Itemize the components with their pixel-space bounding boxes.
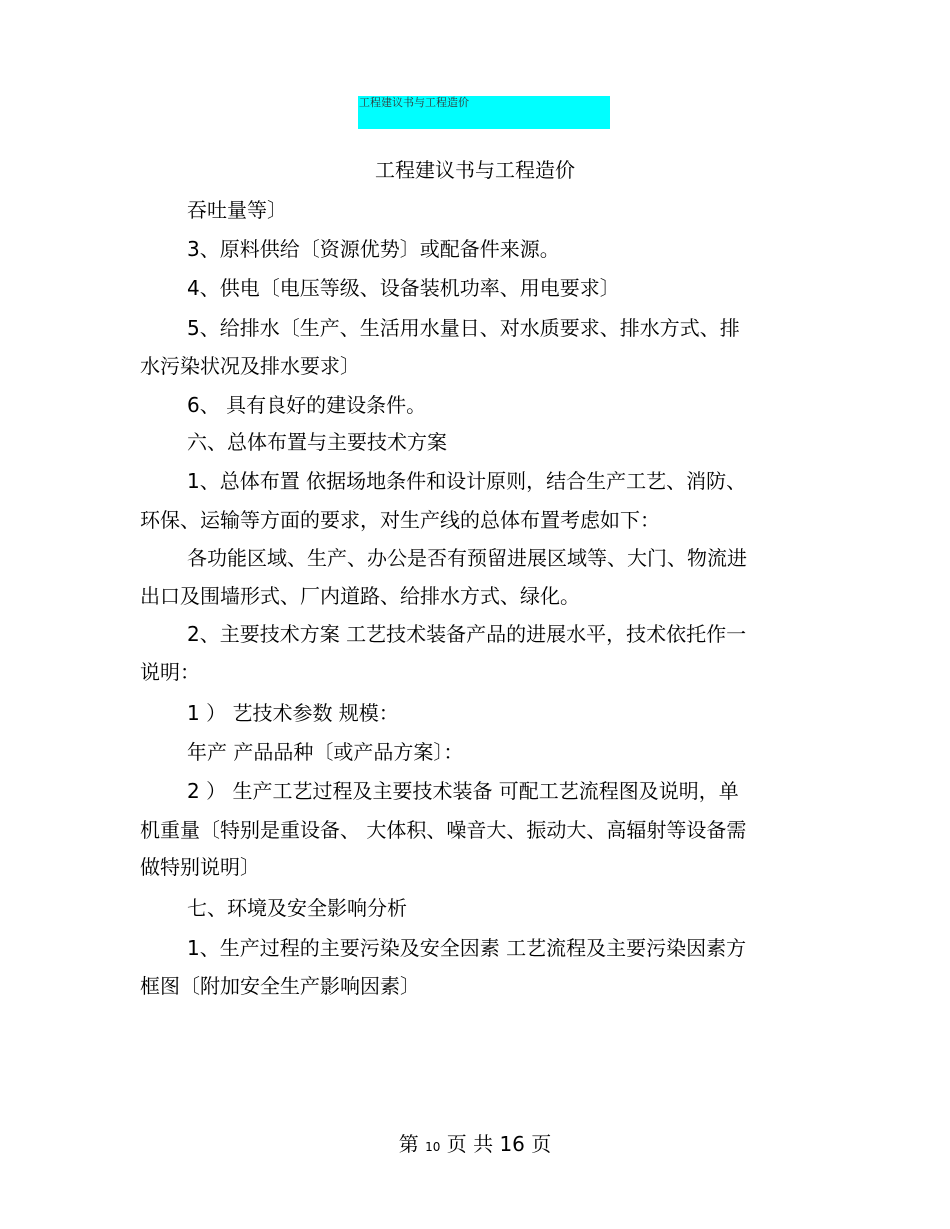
header-text: 工程建议书与工程造价 bbox=[359, 96, 469, 109]
paragraph-line: 水污染状况及排水要求〕 bbox=[140, 354, 360, 378]
current-page-number: 10 bbox=[425, 1140, 441, 1154]
paragraph-line: 环保、运输等方面的要求，对生产线的总体布置考虑如下： bbox=[140, 508, 660, 532]
footer-middle: 页 共 bbox=[446, 1132, 494, 1156]
paragraph-line: 1、生产过程的主要污染及安全因素 工艺流程及主要污染因素方 bbox=[187, 936, 747, 960]
total-pages-number: 16 bbox=[499, 1132, 525, 1156]
header-highlight-box bbox=[358, 96, 610, 129]
section-heading: 六、总体布置与主要技术方案 bbox=[187, 430, 447, 454]
paragraph-line: 各功能区域、生产、办公是否有预留进展区域等、大门、物流进 bbox=[187, 546, 747, 570]
paragraph-line: 6、 具有良好的建设条件。 bbox=[187, 393, 427, 417]
paragraph-line: 4、供电〔电压等级、设备装机功率、用电要求〕 bbox=[187, 276, 620, 300]
section-heading: 七、环境及安全影响分析 bbox=[187, 896, 407, 920]
paragraph-line: 年产 产品品种〔或产品方案〕： bbox=[187, 740, 464, 764]
paragraph-line: 2、主要技术方案 工艺技术装备产品的进展水平，技术依托作一 bbox=[187, 622, 747, 646]
document-title: 工程建议书与工程造价 bbox=[375, 158, 575, 182]
paragraph-line: 出口及围墙形式、厂内道路、给排水方式、绿化。 bbox=[140, 584, 580, 608]
paragraph-line: 2 ） 生产工艺过程及主要技术装备 可配工艺流程图及说明，单 bbox=[187, 779, 739, 803]
paragraph-line: 1 ） 艺技术参数 规模： bbox=[187, 701, 399, 725]
footer-suffix: 页 bbox=[531, 1132, 552, 1156]
paragraph-line: 5、给排水〔生产、生活用水量日、对水质要求、排水方式、排 bbox=[187, 316, 740, 340]
paragraph-line: 吞吐量等〕 bbox=[187, 198, 287, 222]
paragraph-line: 做特别说明〕 bbox=[140, 855, 260, 879]
paragraph-line: 1、总体布置 依据场地条件和设计原则，结合生产工艺、消防、 bbox=[187, 469, 747, 493]
footer-prefix: 第 bbox=[398, 1132, 419, 1156]
page-footer bbox=[0, 1130, 950, 1161]
paragraph-line: 3、原料供给〔资源优势〕或配备件来源。 bbox=[187, 237, 560, 261]
paragraph-line: 说明： bbox=[140, 660, 200, 684]
paragraph-line: 机重量〔特别是重设备、 大体积、噪音大、振动大、高辐射等设备需 bbox=[140, 818, 747, 842]
paragraph-line: 框图〔附加安全生产影响因素〕 bbox=[140, 974, 420, 998]
